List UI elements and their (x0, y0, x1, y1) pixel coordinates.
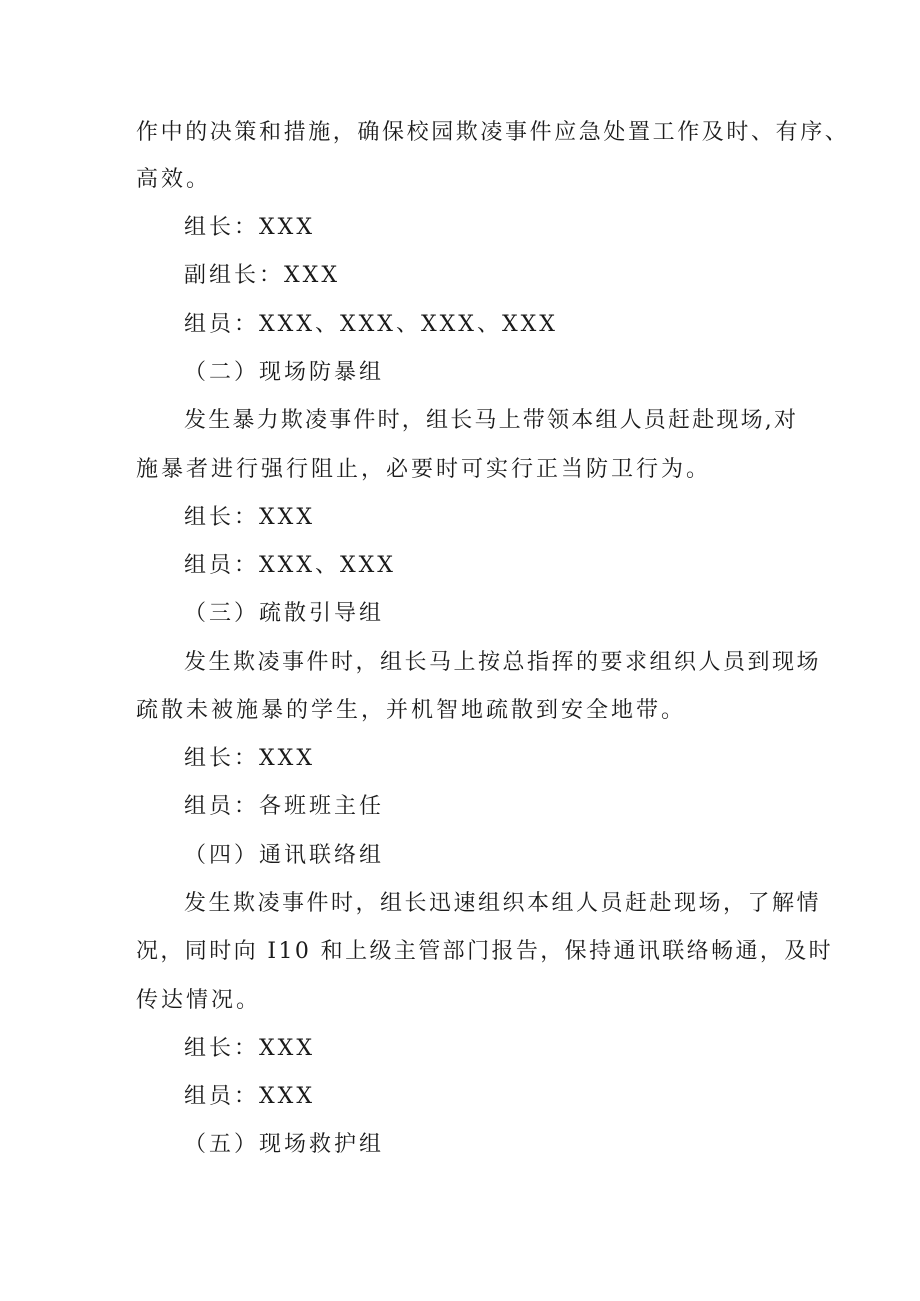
group-leader: 组长：XXX (184, 215, 315, 240)
group-leader: 组长：XXX (184, 1036, 315, 1061)
paragraph-line: 发生欺凌事件时，组长迅速组织本组人员赶赴现场，了解情 (184, 891, 822, 916)
paragraph-line: 发生暴力欺凌事件时，组长马上带领本组人员赶赴现场,对 (184, 408, 799, 433)
paragraph-line: 况，同时向 I10 和上级主管部门报告，保持通讯联络畅通，及时 (136, 939, 834, 964)
group-leader: 组长：XXX (184, 505, 315, 530)
section-heading: （三）疏散引导组 (184, 601, 385, 626)
group-members: 组员：XXX、XXX (184, 553, 396, 578)
paragraph-line: 传达情况。 (136, 988, 262, 1013)
group-leader: 组长：XXX (184, 746, 315, 771)
section-heading: （五）现场救护组 (184, 1132, 385, 1157)
paragraph-line: 高效。 (136, 167, 212, 192)
group-members: 组员：各班班主任 (184, 794, 385, 819)
section-heading: （四）通讯联络组 (184, 843, 385, 868)
group-members: 组员：XXX (184, 1084, 315, 1109)
paragraph-line: 发生欺凌事件时，组长马上按总指挥的要求组织人员到现场 (184, 650, 822, 675)
group-members: 组员：XXX、XXX、XXX、XXX (184, 312, 558, 337)
group-deputy-leader: 副组长：XXX (184, 263, 340, 288)
paragraph-line: 施暴者进行强行阻止，必要时可实行正当防卫行为。 (136, 457, 712, 482)
section-heading: （二）现场防暴组 (184, 360, 385, 385)
paragraph-line: 疏散未被施暴的学生，并机智地疏散到安全地带。 (136, 698, 687, 723)
paragraph-line: 作中的决策和措施，确保校园欺凌事件应急处置工作及时、有序、 (136, 120, 850, 145)
